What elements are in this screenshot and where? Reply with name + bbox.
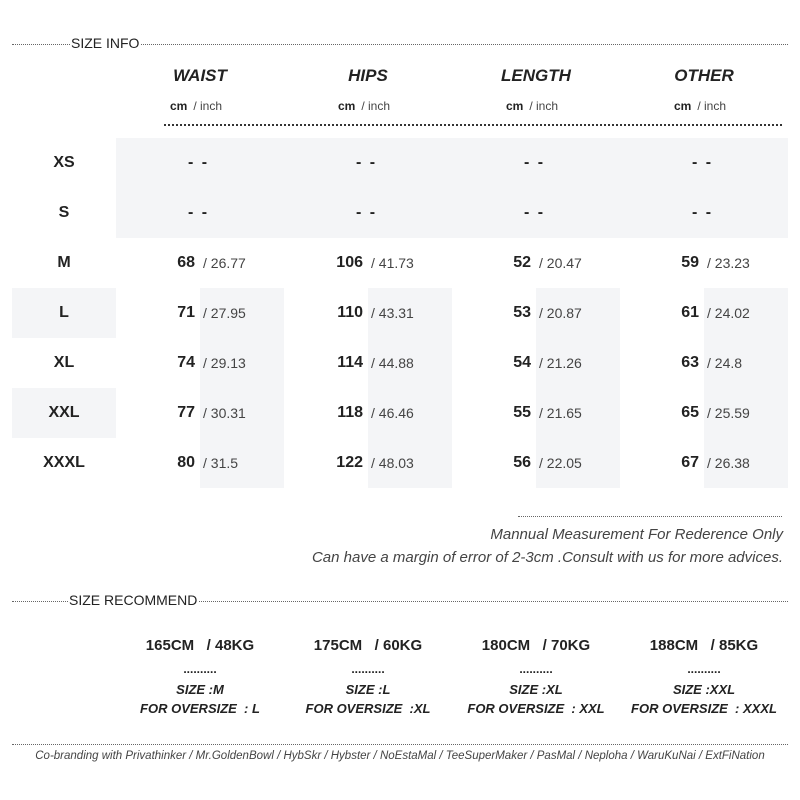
column-header-other: OTHER: [674, 66, 734, 85]
unit-label-length: cm / inch: [506, 99, 559, 113]
value-cm: 56: [513, 454, 531, 471]
recommended-size: SIZE :M: [176, 682, 224, 697]
value-inch: / 29.13: [203, 355, 246, 371]
value-inch: / 26.77: [203, 255, 246, 271]
value-cm: 52: [513, 254, 531, 271]
value-cm: 55: [513, 404, 531, 421]
value-inch: / 31.5: [203, 455, 239, 471]
value-inch: / 21.65: [539, 405, 582, 421]
oversize-recommendation: FOR OVERSIZE : XXL: [467, 701, 605, 716]
height-weight: 188CM / 85KG: [649, 637, 759, 654]
oversize-recommendation: FOR OVERSIZE : L: [140, 701, 260, 716]
value-cm: 61: [681, 304, 699, 321]
value-inch: / 43.31: [371, 305, 414, 321]
height-weight: 180CM / 70KG: [481, 637, 591, 654]
value-cm: 114: [337, 354, 363, 371]
size-recommend-title: SIZE RECOMMEND: [69, 592, 198, 608]
value-cm: 63: [681, 354, 699, 371]
value-placeholder: - -: [524, 154, 546, 171]
dot-separator: ..........: [351, 662, 385, 676]
size-label: XL: [53, 354, 75, 371]
column-header-hips: HIPS: [348, 66, 388, 85]
value-placeholder: - -: [356, 204, 378, 221]
value-placeholder: - -: [356, 154, 378, 171]
value-cm: 54: [513, 354, 531, 371]
value-cm: 106: [336, 254, 363, 271]
unit-label-waist: cm / inch: [170, 99, 223, 113]
value-inch: / 26.38: [707, 455, 750, 471]
unit-label-hips: cm / inch: [338, 99, 391, 113]
dot-separator: ..........: [519, 662, 553, 676]
value-inch: / 20.47: [539, 255, 582, 271]
value-cm: 122: [336, 454, 363, 471]
value-inch: / 44.88: [371, 355, 414, 371]
height-weight: 175CM / 60KG: [313, 637, 423, 654]
size-label: XS: [53, 154, 75, 171]
value-cm: 118: [337, 404, 363, 421]
recommend-item: [110, 637, 290, 716]
value-cm: 74: [177, 354, 195, 371]
value-cm: 110: [337, 304, 363, 321]
recommend-item: [446, 637, 626, 716]
row-shade-xs-s: [116, 138, 788, 238]
recommended-size: SIZE :XXL: [672, 682, 736, 697]
value-inch: / 23.23: [707, 255, 750, 271]
size-label: M: [57, 254, 71, 271]
recommend-item: [614, 637, 794, 716]
size-info-header: [12, 36, 788, 50]
dot-separator: ..........: [183, 662, 217, 676]
unit-label-other: cm / inch: [674, 99, 727, 113]
height-weight: 165CM / 48KG: [145, 637, 255, 654]
dot-separator: ..........: [687, 662, 721, 676]
value-placeholder: - -: [188, 204, 210, 221]
margin-note: Can have a margin of error of 2-3cm .Consult with us for more advices.: [311, 549, 783, 566]
size-label: XXXL: [43, 454, 85, 471]
size-label: XXL: [48, 404, 80, 421]
size-label: S: [58, 204, 70, 221]
value-cm: 71: [177, 304, 195, 321]
value-inch: / 48.03: [371, 455, 414, 471]
value-inch: / 27.95: [203, 305, 246, 321]
value-placeholder: - -: [524, 204, 546, 221]
value-inch: / 25.59: [707, 405, 750, 421]
size-recommend-header: [12, 593, 788, 607]
header-divider: [164, 124, 782, 126]
column-header-length: LENGTH: [501, 66, 571, 85]
value-placeholder: - -: [188, 154, 210, 171]
value-cm: 68: [177, 254, 195, 271]
column-header-waist: WAIST: [173, 66, 227, 85]
value-cm: 67: [681, 454, 699, 471]
value-inch: / 24.02: [707, 305, 750, 321]
oversize-recommendation: FOR OVERSIZE : XXXL: [631, 701, 777, 716]
value-inch: / 30.31: [203, 405, 246, 421]
value-cm: 80: [177, 454, 195, 471]
recommended-size: SIZE :XL: [509, 682, 563, 697]
value-inch: / 41.73: [371, 255, 414, 271]
note-divider: [518, 516, 782, 517]
value-cm: 65: [681, 404, 699, 421]
value-placeholder: - -: [692, 204, 714, 221]
value-inch: / 20.87: [539, 305, 582, 321]
value-inch: / 46.46: [371, 405, 414, 421]
value-inch: / 21.26: [539, 355, 582, 371]
recommended-size: SIZE :L: [345, 682, 391, 697]
value-cm: 53: [513, 304, 531, 321]
value-inch: / 22.05: [539, 455, 582, 471]
footer-divider: [12, 744, 788, 745]
value-cm: 77: [177, 404, 195, 421]
size-info-title: SIZE INFO: [71, 35, 140, 51]
co-branding-footer: Co-branding with Privathinker / Mr.GoldenBowl / HybSkr / Hybster / NoEstaMal / TeeSuperMaker / PasMal / Neploha / WaruKuNai / ExtFiNation: [35, 750, 765, 762]
oversize-recommendation: FOR OVERSIZE :XL: [305, 701, 431, 716]
value-placeholder: - -: [692, 154, 714, 171]
value-inch: / 24.8: [707, 355, 743, 371]
measurement-note: Mannual Measurement For Rederence Only: [490, 526, 783, 543]
value-cm: 59: [681, 254, 699, 271]
size-label: L: [59, 304, 69, 321]
recommend-item: [278, 637, 458, 716]
